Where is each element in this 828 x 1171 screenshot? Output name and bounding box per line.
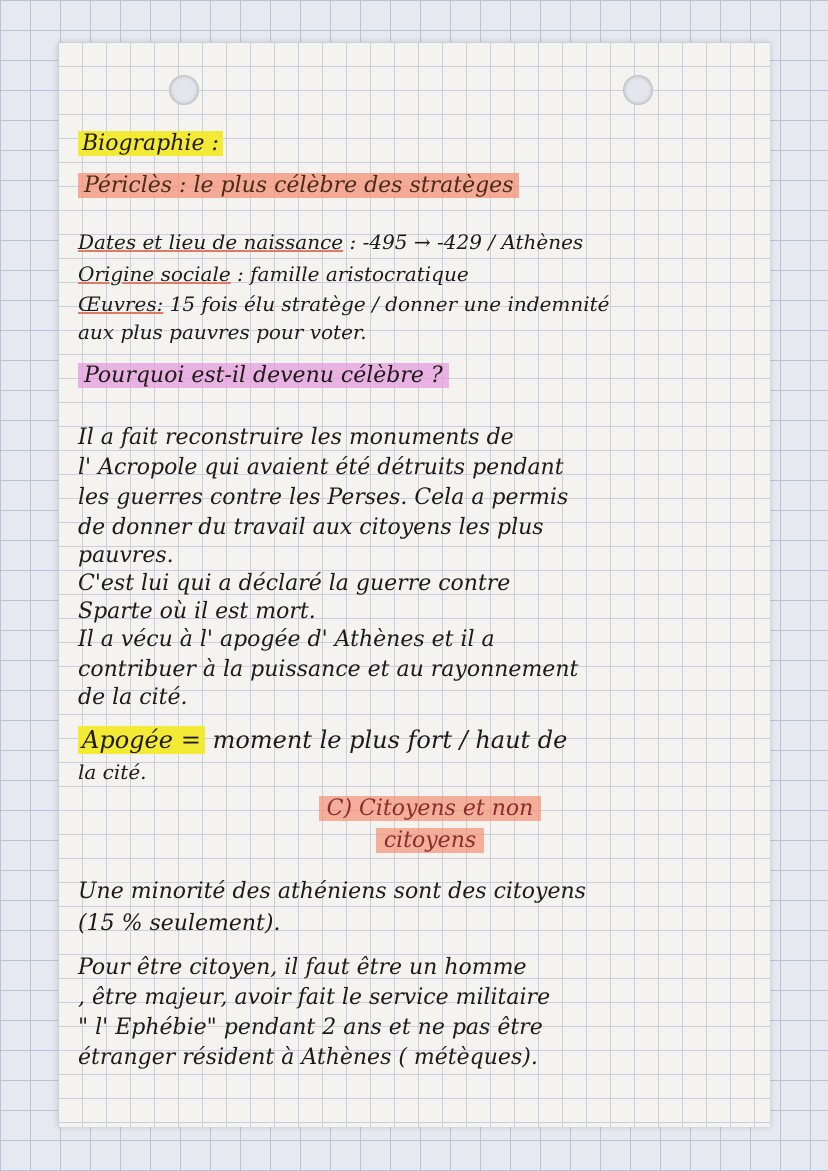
paragraph-line: contribuer à la puissance et au rayonnement	[78, 657, 579, 682]
subtitle	[78, 172, 760, 200]
section-c-heading	[270, 794, 590, 824]
paragraph-line: Sparte où il est mort.	[78, 599, 316, 624]
section-c-line-1: C) Citoyens et non	[319, 796, 542, 821]
punch-hole-left	[169, 75, 199, 105]
citizen-line: , être majeur, avoir fait le service militaire	[78, 985, 551, 1010]
question-heading	[78, 362, 760, 390]
origin-info	[78, 260, 760, 288]
definition	[78, 726, 760, 754]
origin-value: : famille aristocratique	[237, 262, 469, 286]
section-c-line-2: citoyens	[376, 828, 484, 853]
works-info-continued	[78, 318, 760, 346]
birth-info	[78, 228, 760, 256]
birth-label: Dates et lieu de naissance	[78, 230, 344, 254]
paragraph-line: Il a vécu à l' apogée d' Athènes et il a	[78, 627, 495, 652]
subtitle-text: Périclès : le plus célèbre des stratèges	[78, 173, 519, 198]
works-value-2: aux plus pauvres pour voter.	[78, 320, 367, 344]
birth-value: : -495 → -429 / Athènes	[349, 230, 584, 254]
citizen-line: Pour être citoyen, il faut être un homme	[78, 955, 527, 980]
punch-hole-right	[623, 75, 653, 105]
citizen-line: " l' Ephébie" pendant 2 ans et ne pas être	[78, 1015, 543, 1040]
definition-text: moment le plus fort / haut de	[212, 726, 568, 754]
definition-term: Apogée	[78, 726, 177, 754]
definition-continued: la cité.	[78, 760, 147, 784]
page-title	[78, 130, 760, 158]
paragraph-line: pauvres.	[78, 543, 174, 568]
works-value-1: 15 fois élu stratège / donner une indemnité	[169, 292, 610, 316]
paragraph-line: de donner du travail aux citoyens les plus	[78, 515, 544, 540]
citizen-line: étranger résident à Athènes ( métèques).	[78, 1045, 538, 1070]
definition-equals: =	[177, 726, 205, 754]
paragraph-line: C'est lui qui a déclaré la guerre contre	[78, 571, 511, 596]
minority-line: Une minorité des athéniens sont des citoyens	[78, 879, 586, 904]
section-c-heading-continued	[270, 826, 590, 856]
paragraph-line: de la cité.	[78, 685, 188, 710]
works-info	[78, 290, 760, 318]
paragraph-line: Il a fait reconstruire les monuments de	[78, 425, 514, 450]
works-label: Œuvres:	[78, 292, 164, 316]
notebook-page	[58, 42, 770, 1127]
minority-line: (15 % seulement).	[78, 911, 281, 936]
paragraph-line: l' Acropole qui avaient été détruits pendant	[78, 455, 564, 480]
origin-label: Origine sociale	[78, 262, 231, 286]
paragraph-line: les guerres contre les Perses. Cela a permis	[78, 485, 569, 510]
page-title-text: Biographie :	[78, 131, 223, 156]
question-heading-text: Pourquoi est-il devenu célèbre ?	[78, 363, 449, 388]
